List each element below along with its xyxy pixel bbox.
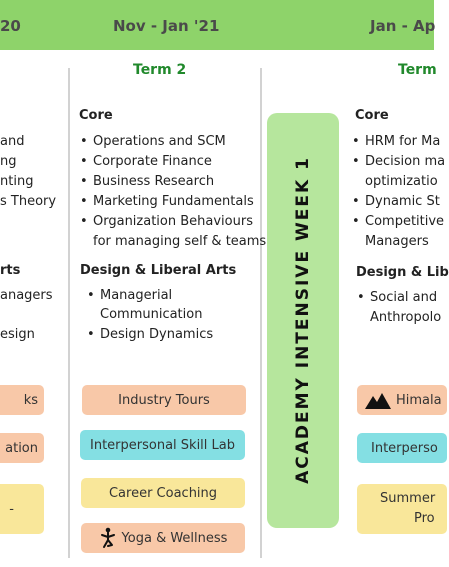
col1-design-heading: rts [0,263,21,278]
pill-label: ation [5,440,38,456]
period-left: 20 [0,17,21,35]
bullet: • [80,214,88,229]
col3-core-heading: Core [355,108,389,123]
design-item: Design Dynamics [100,327,214,342]
period-nov-jan: Nov - Jan '21 [113,17,220,35]
bullet: • [352,154,360,169]
bullet: • [352,134,360,149]
design-item-continued: Communication [100,307,203,322]
core-item-continued: optimizatio [365,174,438,189]
col1-text: anagers [0,288,53,303]
bullet: • [80,154,88,169]
core-item-continued: for managing self & teams [93,234,267,249]
bullet: • [80,174,88,189]
pill-label: Interperso [371,440,438,456]
yoga-wellness-pill[interactable] [81,523,245,553]
col2-core-heading: Core [79,108,113,123]
col1-text: ng [0,154,17,169]
pill-label: Pro [414,511,435,526]
design-item: Social and [370,290,438,305]
col1-activity-pill[interactable] [0,433,44,463]
core-item: HRM for Ma [365,134,441,149]
design-item-continued: Anthropolo [370,310,442,325]
mountain-icon [365,391,391,409]
core-item: Operations and SCM [93,134,226,149]
term-2-heading: Term 2 [133,62,187,78]
himalaya-trek-pill[interactable] [357,385,447,415]
bullet: • [80,194,88,209]
pill-label: ks [23,392,38,408]
interpersonal-skill-lab-pill[interactable] [80,430,245,460]
core-item-continued: Managers [365,234,429,249]
col3-interpersonal-pill[interactable] [357,433,447,463]
summer-project-pill[interactable] [357,484,447,534]
col1-activity-pill[interactable] [0,385,44,415]
industry-tours-pill[interactable] [82,385,246,415]
col1-text: and [0,134,25,149]
core-item: Decision ma [365,154,446,169]
pill-label: Summer [380,491,436,506]
bullet: • [87,327,95,342]
bullet: • [352,194,360,209]
core-item: Competitive [365,214,445,229]
column-divider [260,68,262,558]
col1-text: nting [0,174,34,189]
period-jan-apr: Jan - Ap [370,17,436,35]
pill-label: Himala [396,392,442,408]
pill-label: Career Coaching [108,485,218,501]
bullet: • [87,288,95,303]
design-item: Managerial [100,288,173,303]
pill-label: - [9,501,14,517]
timeline-header [0,0,434,50]
core-item: Marketing Fundamentals [93,194,254,209]
bullet: • [352,214,360,229]
bullet: • [357,290,365,305]
col1-text: esign [0,327,35,342]
column-divider [68,68,70,558]
core-item: Business Research [93,174,215,189]
col1-text: s Theory [0,194,57,209]
col1-activity-pill[interactable] [0,484,44,534]
pill-label: Industry Tours [118,392,210,408]
yoga-figure-icon [99,527,117,549]
pill-label: Interpersonal Skill Lab [90,437,235,453]
core-item: Corporate Finance [93,154,212,169]
core-item: Organization Behaviours [93,214,253,229]
bullet: • [80,134,88,149]
col2-design-heading: Design & Liberal Arts [80,263,237,278]
term-3-heading: Term [398,62,437,78]
core-item: Dynamic St [365,194,440,209]
academy-intensive-label: ACADEMY INTENSIVE WEEK 1 [293,156,313,484]
col3-design-heading: Design & Lib [356,265,449,280]
career-coaching-pill[interactable] [81,478,245,508]
pill-label: Yoga & Wellness [121,530,228,546]
